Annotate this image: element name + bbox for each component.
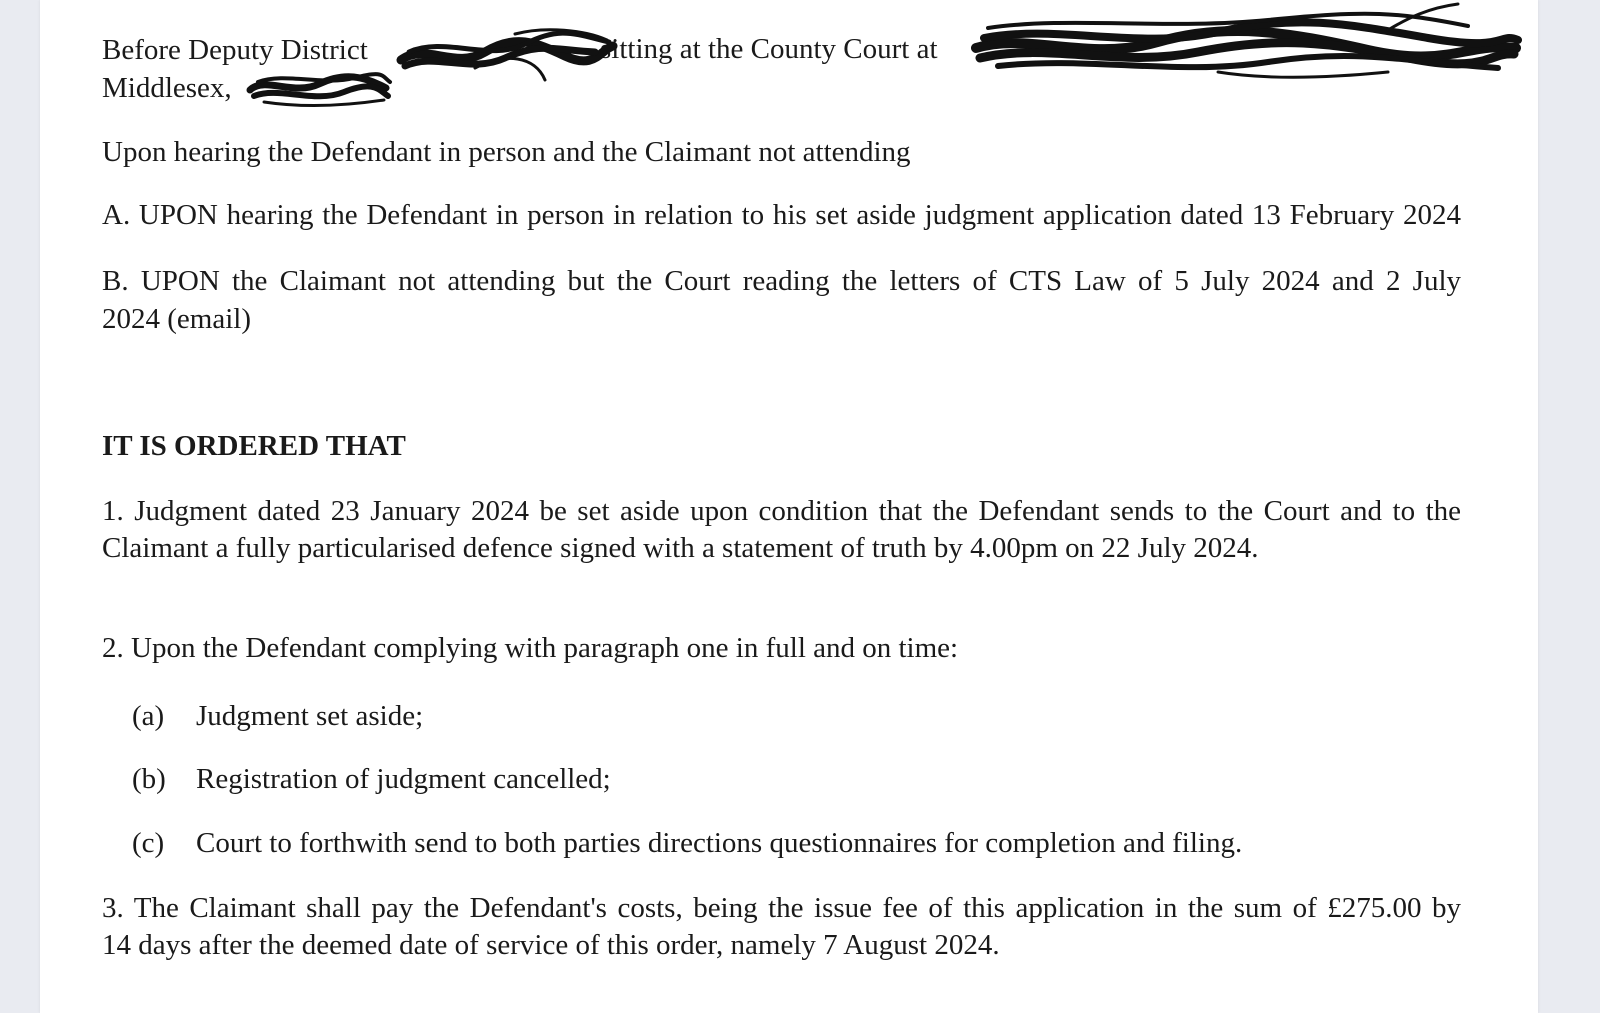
order-paragraph-1-line-1 bbox=[102, 493, 1461, 529]
recital-b-text-continued: 2024 (email) bbox=[102, 303, 251, 335]
sub-item-b-label: (b) bbox=[132, 763, 166, 795]
recital-a-text: UPON hearing the Defendant in person in relation to his set aside judgment application dated 13 February 2024 bbox=[138, 199, 1461, 231]
order-paragraph-1-line-2 bbox=[102, 530, 1259, 566]
redaction-scribble bbox=[244, 66, 394, 110]
paragraph-2-label: 2. bbox=[102, 632, 124, 664]
paragraph-3-text: The Claimant shall pay the Defendant's costs, being the issue fee of this application in the sum of £275.00 by bbox=[133, 892, 1461, 924]
recital-b-line-1 bbox=[102, 263, 1461, 299]
header-after-text: sitting at the County Court at bbox=[600, 33, 938, 65]
header-before-text: Before Deputy District bbox=[102, 34, 368, 66]
paragraph-1-text: Judgment dated 23 January 2024 be set aside upon condition that the Defendant sends to the Court and to the bbox=[134, 495, 1462, 527]
redaction-scribble bbox=[968, 2, 1524, 86]
sub-item-c-text: Court to forthwith send to both parties directions questionnaires for completion and filing. bbox=[196, 827, 1243, 859]
recital-b-label: B. bbox=[102, 265, 129, 297]
paragraph-3-text-continued: 14 days after the deemed date of service of this order, namely 7 August 2024. bbox=[102, 929, 1000, 961]
sub-item-b-text: Registration of judgment cancelled; bbox=[196, 763, 611, 795]
paragraph-2-text: Upon the Defendant complying with paragraph one in full and on time: bbox=[131, 632, 959, 664]
recital-b-text: UPON the Claimant not attending but the Court reading the letters of CTS Law of 5 July 2024 and 2 July bbox=[140, 265, 1462, 297]
header-line-1-continued bbox=[600, 31, 938, 67]
order-paragraph-3-line-2 bbox=[102, 927, 1000, 963]
sub-item-c-label: (c) bbox=[132, 827, 165, 859]
sub-item-b bbox=[132, 761, 611, 797]
header-location-text: Middlesex, bbox=[102, 72, 232, 104]
paragraph-1-text-continued: Claimant a fully particularised defence signed with a statement of truth by 4.00pm on 22 July 2024. bbox=[102, 532, 1259, 564]
order-heading-text: IT IS ORDERED THAT bbox=[102, 430, 406, 462]
recital-b-line-2 bbox=[102, 301, 251, 337]
sub-item-c bbox=[132, 825, 1242, 861]
redaction-scribble bbox=[395, 22, 620, 84]
sub-item-a-label: (a) bbox=[132, 700, 165, 732]
order-paragraph-2 bbox=[102, 630, 958, 666]
header-line-2 bbox=[102, 70, 232, 106]
recital-intro-text: Upon hearing the Defendant in person and the Claimant not attending bbox=[102, 136, 911, 168]
recital-intro bbox=[102, 134, 911, 170]
document-page bbox=[40, 0, 1538, 1013]
order-heading bbox=[102, 428, 406, 464]
order-paragraph-3-line-1 bbox=[102, 890, 1461, 926]
header-line-1 bbox=[102, 32, 368, 68]
paragraph-3-label: 3. bbox=[102, 892, 124, 924]
paragraph-1-label: 1. bbox=[102, 495, 124, 527]
recital-a-label: A. bbox=[102, 199, 131, 231]
recital-a bbox=[102, 197, 1461, 233]
sub-item-a-text: Judgment set aside; bbox=[196, 700, 424, 732]
sub-item-a bbox=[132, 698, 423, 734]
